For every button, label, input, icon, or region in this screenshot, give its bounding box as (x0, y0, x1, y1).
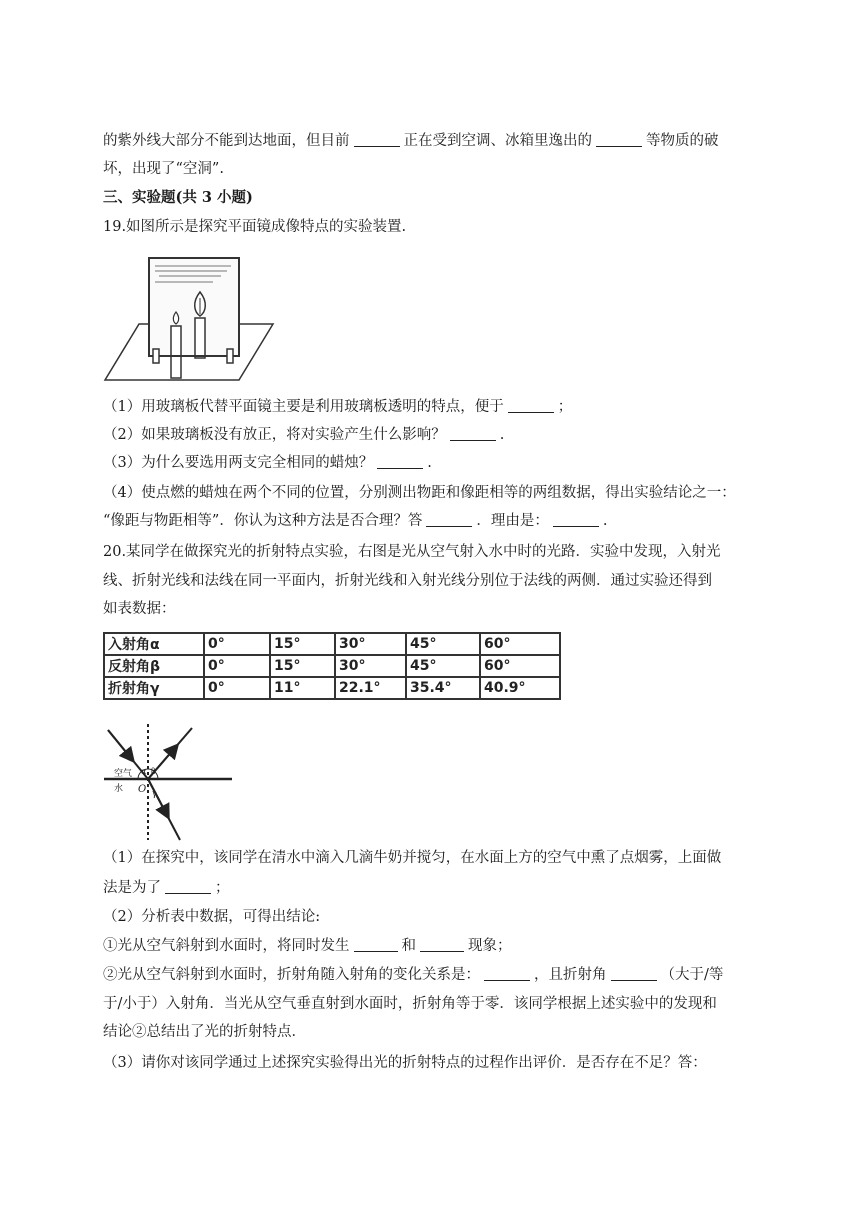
question-19-3: （3）为什么要选用两支完全相同的蜡烛？ . (103, 455, 432, 471)
text-line: 的紫外线大部分不能到达地面，但目前 正在受到空调、冰箱里逸出的 等物质的破 (103, 133, 719, 149)
question-20-1-cont: 法是为了 ； (103, 880, 230, 896)
table-cell: 0° (204, 677, 270, 699)
question-19-2: （2）如果玻璃板没有放正，将对实验产生什么影响？ . (103, 427, 505, 443)
gamma-label: γ (152, 789, 157, 798)
answer-blank[interactable] (426, 512, 472, 527)
section-heading: 三、实验题(共 3 小题) (103, 189, 253, 206)
table-cell: 40.9° (480, 677, 560, 699)
table-cell: 11° (270, 677, 335, 699)
table-cell: 30° (335, 655, 406, 677)
point-o-label: O (138, 784, 147, 795)
angle-data-table (103, 632, 561, 700)
question-19-4-cont: “像距与物距相等”．你认为这种方法是否合理？答 ．理由是： . (103, 513, 608, 529)
text-line: 坏，出现了“空洞”. (103, 161, 224, 177)
table-cell: 60° (480, 655, 560, 677)
table-row (104, 633, 560, 655)
answer-blank[interactable] (354, 937, 398, 952)
question-20-1: （1）在探究中，该同学在清水中滴入几滴牛奶并搅匀，在水面上方的空气中熏了点烟雾，上面做 (103, 850, 722, 866)
question-20-cont: 如表数据： (103, 601, 176, 617)
answer-blank[interactable] (165, 879, 211, 894)
question-19: 19.如图所示是探究平面镜成像特点的实验装置. (103, 219, 407, 235)
row-header: 反射角β (104, 655, 204, 677)
row-header: 折射角γ (104, 677, 204, 699)
conclusion-2: ②光从空气斜射到水面时，折射角随入射角的变化关系是： ，且折射角 （大于/等 (103, 967, 724, 983)
table-cell: 30° (335, 633, 406, 655)
air-label: 空气 (114, 769, 133, 779)
table-cell: 15° (270, 633, 335, 655)
table-cell: 0° (204, 655, 270, 677)
table-row (104, 655, 560, 677)
question-19-4: （4）使点燃的蜡烛在两个不同的位置，分别测出物距和像距相等的两组数据，得出实验结论之一： (103, 485, 736, 501)
answer-blank[interactable] (354, 132, 400, 147)
beta-label: β (151, 767, 156, 776)
answer-blank[interactable] (420, 937, 464, 952)
row-header: 入射角α (104, 633, 204, 655)
conclusion-2-cont: 结论②总结出了光的折射特点． (103, 1024, 306, 1040)
table-cell: 0° (204, 633, 270, 655)
answer-blank[interactable] (484, 966, 530, 981)
conclusion-1: ①光从空气斜射到水面时，将同时发生 和 现象； (103, 938, 512, 954)
question-20-2: （2）分析表中数据，可得出结论: (103, 909, 321, 925)
answer-blank[interactable] (553, 512, 599, 527)
answer-blank[interactable] (450, 426, 496, 441)
table-cell: 45° (406, 633, 480, 655)
table-cell: 45° (406, 655, 480, 677)
table-cell: 35.4° (406, 677, 480, 699)
answer-blank[interactable] (596, 132, 642, 147)
question-19-1: （1）用玻璃板代替平面镜主要是利用玻璃板透明的特点，便于 ； (103, 399, 573, 415)
question-20: 20.某同学在做探究光的折射特点实验，右图是光从空气射入水中时的光路．实验中发现，入射光 (103, 544, 721, 560)
alpha-label: α (141, 767, 147, 776)
water-label: 水 (114, 784, 124, 794)
table-cell: 22.1° (335, 677, 406, 699)
table-cell: 15° (270, 655, 335, 677)
refraction-diagram (100, 724, 235, 842)
table-row (104, 677, 560, 699)
answer-blank[interactable] (377, 454, 423, 469)
table-cell: 60° (480, 633, 560, 655)
answer-blank[interactable] (611, 966, 657, 981)
conclusion-2-cont: 于/小于）入射角．当光从空气垂直射到水面时，折射角等于零．该同学根据上述实验中的发现和 (103, 996, 717, 1012)
question-20-3: （3）请你对该同学通过上述探究实验得出光的折射特点的过程作出评价．是否存在不足？答： (103, 1055, 707, 1071)
answer-blank[interactable] (508, 398, 554, 413)
question-20-cont: 线、折射光线和法线在同一平面内，折射光线和入射光线分别位于法线的两侧．通过实验还得到 (103, 573, 712, 589)
mirror-experiment-figure (103, 254, 275, 386)
